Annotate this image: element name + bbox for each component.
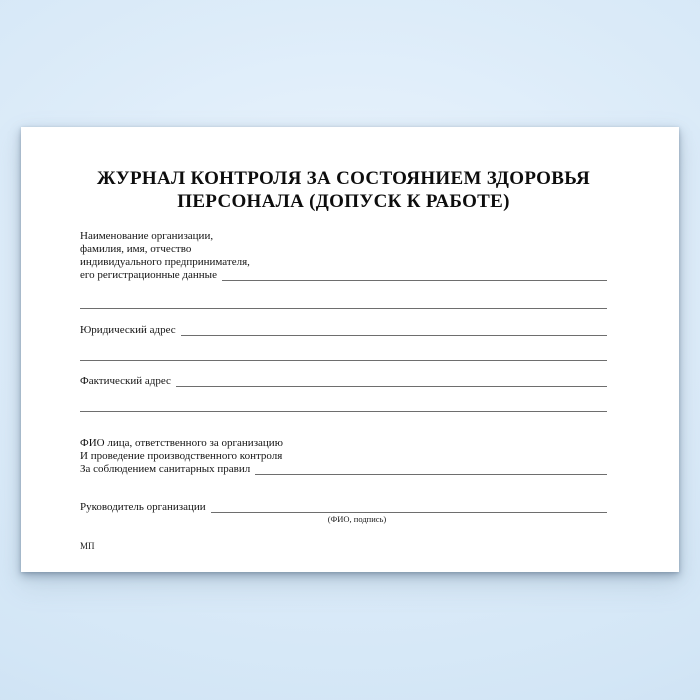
organization-name-block — [80, 230, 607, 282]
responsible-write-in-line — [255, 463, 607, 475]
responsible-write-in-row — [80, 463, 607, 476]
responsible-label-line-2: И проведение производственного контроля — [80, 450, 283, 462]
org-registration-row — [80, 269, 607, 282]
journal-cover-sheet — [21, 127, 679, 572]
org-label-line-1: Наименование организации, — [80, 230, 214, 242]
org-continuation-line — [80, 308, 607, 309]
head-signature-line — [211, 501, 607, 524]
responsible-label-line-1: ФИО лица, ответственного за организацию — [80, 437, 283, 449]
org-write-in-line — [222, 269, 607, 281]
legal-address-continuation-line — [80, 360, 607, 361]
title-line-2: ПЕРСОНАЛА (ДОПУСК К РАБОТЕ) — [177, 191, 510, 212]
head-label: Руководитель организации — [80, 501, 206, 513]
legal-address-write-in-line — [181, 324, 607, 336]
actual-address-label: Фактический адрес — [80, 375, 171, 387]
stamp-place-mark: МП — [80, 541, 95, 551]
org-label-line-3: индивидуального предпринимателя, — [80, 256, 250, 268]
org-label-line-2: фамилия, имя, отчество — [80, 243, 192, 255]
head-of-organization-row — [80, 501, 607, 524]
legal-address-label: Юридический адрес — [80, 324, 176, 336]
page-title — [80, 167, 607, 213]
signature-caption: (ФИО, подпись) — [327, 514, 387, 524]
title-line-1: ЖУРНАЛ КОНТРОЛЯ ЗА СОСТОЯНИЕМ ЗДОРОВЬЯ — [96, 168, 591, 189]
responsible-label-line-3: За соблюдением санитарных правил — [80, 463, 251, 475]
org-label-line-4: его регистрационные данные — [80, 269, 217, 281]
responsible-person-block — [80, 437, 607, 476]
actual-address-write-in-line — [176, 375, 607, 387]
legal-address-row — [80, 324, 607, 337]
actual-address-continuation-line — [80, 411, 607, 412]
actual-address-row — [80, 375, 607, 388]
